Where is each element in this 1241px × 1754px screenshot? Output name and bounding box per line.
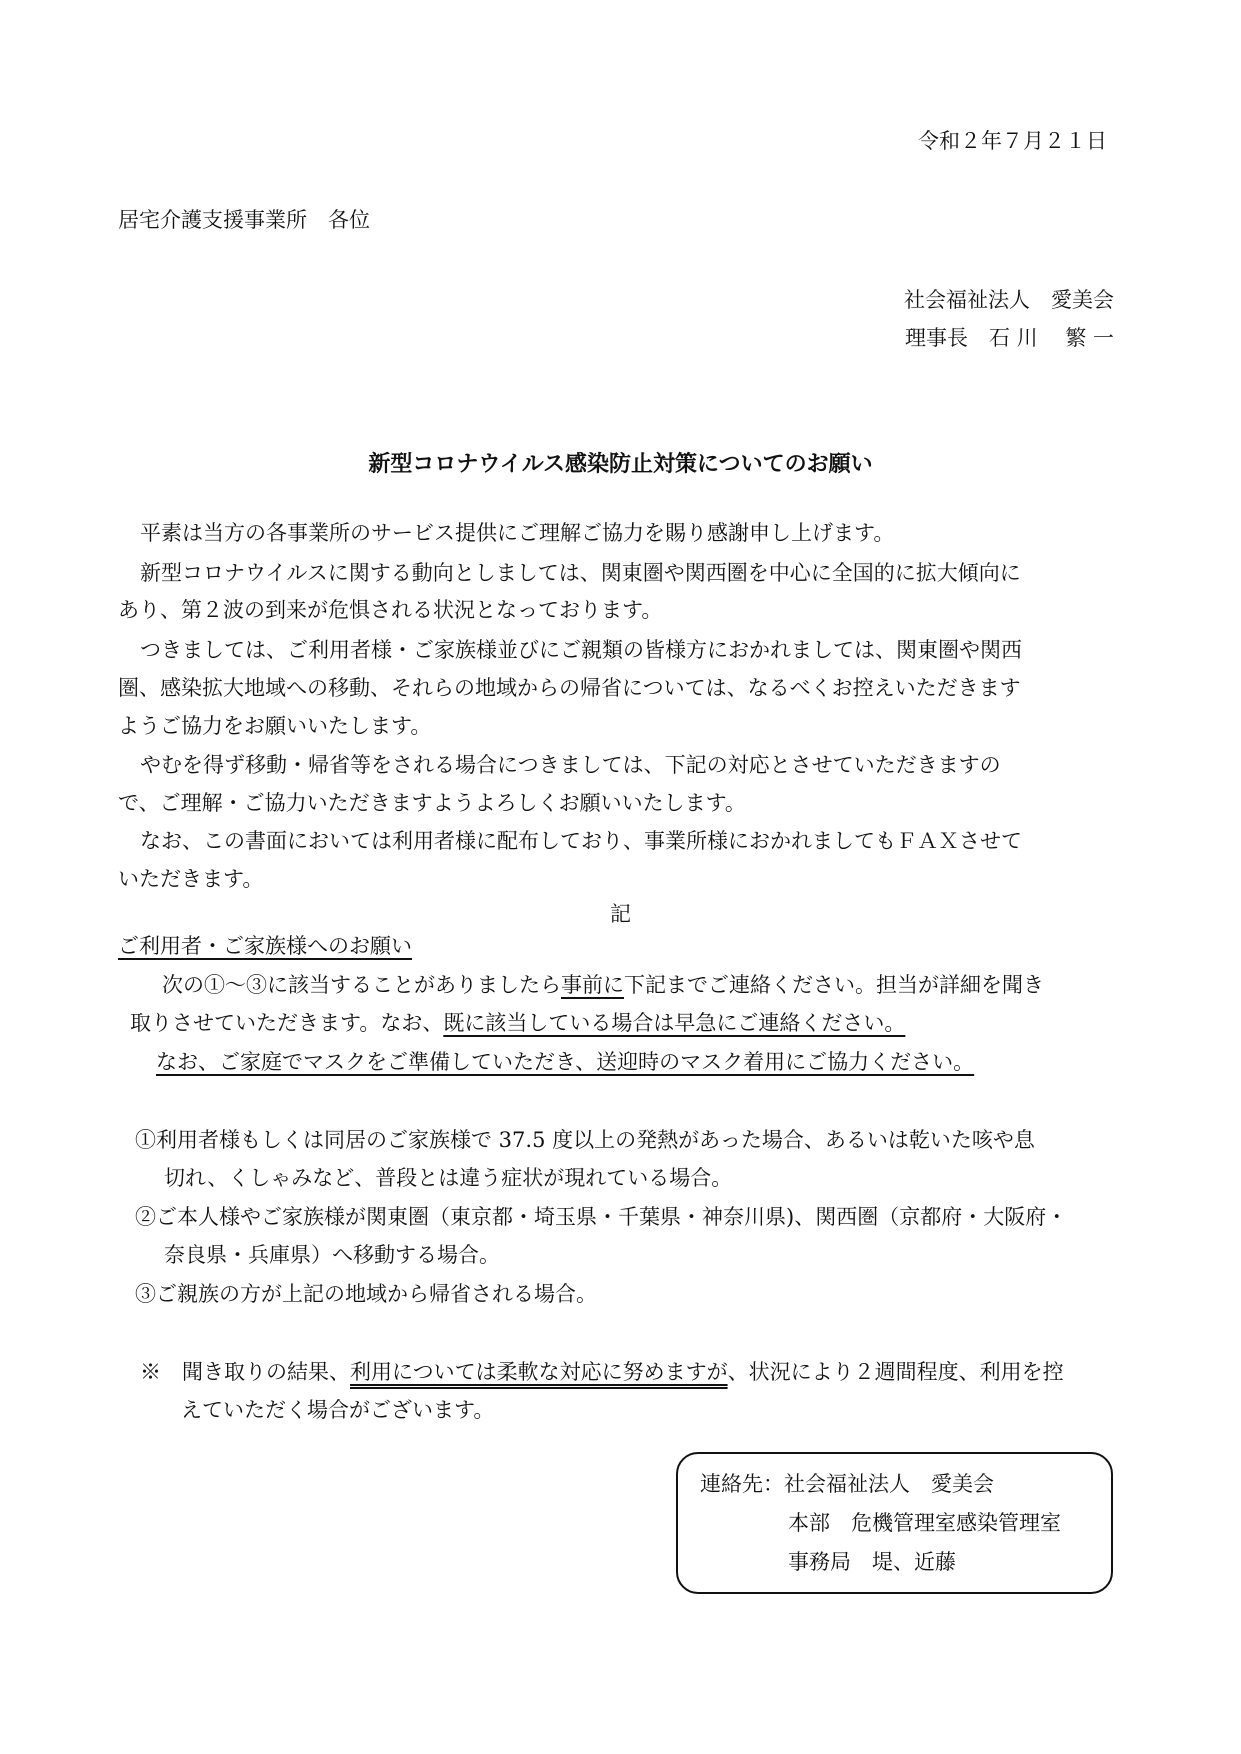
item-2-line-2: 奈良県・兵庫県）へ移動する場合。 [164, 1243, 500, 1267]
request-line-2-part-a: 取りさせていただきます。なお、 [130, 1011, 444, 1035]
item-2-line-1: ②ご本人様やご家族様が関東圏（東京都・埼玉県・千葉県・神奈川県)、関西圏（京都府・大阪府・ [135, 1205, 1068, 1229]
note-line-1-part-a: ※ 聞き取りの結果、 [140, 1360, 350, 1384]
request-line-1-part-c: 下記までご連絡ください。担当が詳細を聞き [624, 973, 1044, 997]
body-paragraph-2-line-1: 新型コロナウイルスに関する動向としましては、関東圏や関西圏を中心に全国的に拡大傾向に [140, 561, 1021, 585]
item-3: ③ご親族の方が上記の地域から帰省される場合。 [135, 1282, 597, 1306]
ki-heading: 記 [610, 902, 631, 926]
contact-box [676, 1452, 1113, 1594]
request-heading: ご利用者・ご家族様へのお願い [118, 934, 412, 958]
note-line-1-emphasis: 利用については柔軟な対応に努めますが [350, 1360, 728, 1384]
sender-chairman: 理事長 石 川 繁 一 [904, 326, 1114, 350]
body-paragraph-5-line-1: なお、この書面においては利用者様に配布しており、事業所様におかれましてもＦＡＸさせて [140, 829, 1022, 853]
contact-line-1: 連絡先：社会福祉法人 愛美会 [700, 1472, 994, 1496]
request-line-2-emphasis: 既に該当している場合は早急にご連絡ください。 [443, 1011, 906, 1035]
request-line-3: なお、ご家庭でマスクをご準備していただき、送迎時のマスク着用にご協力ください。 [156, 1050, 975, 1074]
body-paragraph-1: 平素は当方の各事業所のサービス提供にご理解ご協力を賜り感謝申し上げます。 [140, 521, 895, 545]
body-paragraph-3-line-2: 圏、感染拡大地域への移動、それらの地域からの帰省については、なるべくお控えいただきます [118, 676, 1021, 700]
note-line-1 [140, 1362, 1064, 1383]
body-paragraph-4-line-2: で、ご理解・ご協力いただきますようよろしくお願いいたします。 [118, 791, 746, 815]
request-line-1-emphasis: 事前に [561, 973, 624, 997]
contact-line-3: 事務局 堤、近藤 [788, 1550, 956, 1574]
request-line-2 [130, 1013, 905, 1034]
sender-organization: 社会福祉法人 愛美会 [904, 288, 1114, 312]
body-paragraph-5-line-2: いただきます。 [118, 867, 264, 891]
body-paragraph-4-line-1: やむを得ず移動・帰省等をされる場合につきましては、下記の対応とさせていただきますの [140, 753, 1001, 777]
item-1-line-1: ①利用者様もしくは同居のご家族様で 37.5 度以上の発熱があった場合、あるいは乾いた咳や息 [135, 1128, 1035, 1152]
body-paragraph-3-line-1: つきましては、ご利用者様・ご家族様並びにご親類の皆様方におかれましては、関東圏や関西 [140, 638, 1022, 662]
request-line-1 [162, 975, 1044, 996]
body-paragraph-2-line-2: あり、第２波の到来が危惧される状況となっております。 [118, 598, 663, 622]
item-1-line-2: 切れ、くしゃみなど、普段とは違う症状が現れている場合。 [164, 1166, 733, 1190]
note-line-1-part-c: 、状況により２週間程度、利用を控 [727, 1360, 1064, 1384]
document-date: 令和２年７月２１日 [918, 129, 1107, 153]
document-title: 新型コロナウイルス感染防止対策についてのお願い [368, 451, 873, 477]
note-line-2: えていただく場合がございます。 [181, 1398, 495, 1422]
contact-line-2: 本部 危機管理室感染管理室 [788, 1511, 1061, 1535]
body-paragraph-3-line-3: ようご協力をお願いいたします。 [118, 714, 432, 738]
addressee: 居宅介護支援事業所 各位 [118, 208, 370, 232]
request-line-1-part-a: 次の①～③に該当することがありましたら [162, 973, 561, 997]
